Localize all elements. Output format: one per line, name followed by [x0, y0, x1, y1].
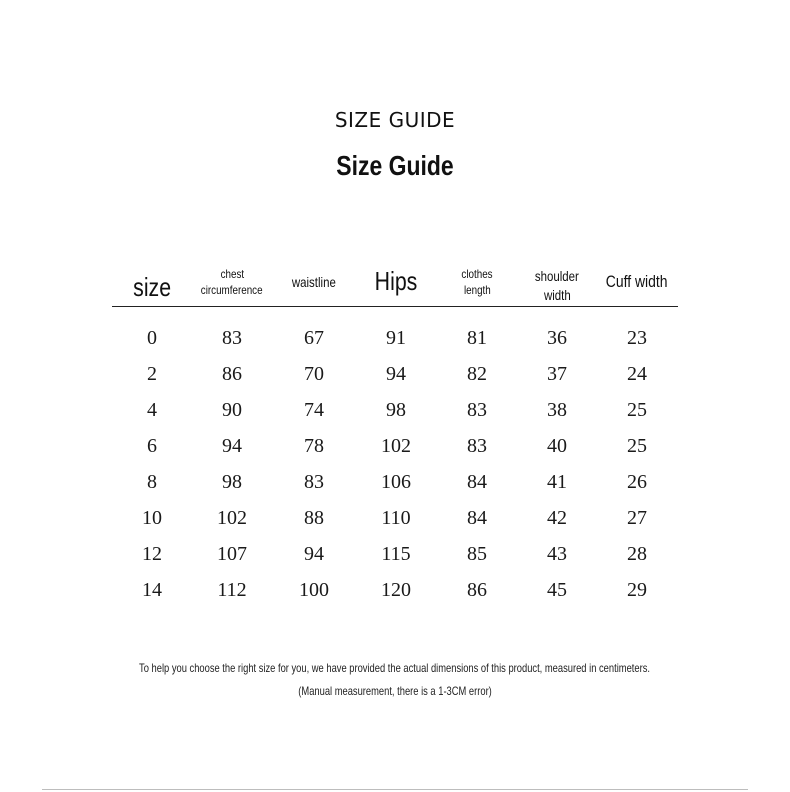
header-chest-circumference: chest circumference [201, 266, 263, 297]
table-row [112, 572, 678, 608]
table-cell: 26 [627, 471, 647, 493]
table-cell: 88 [304, 507, 324, 529]
header-shoulder-width: shoulder width [534, 268, 580, 303]
table-cell: 81 [467, 327, 487, 349]
measurement-error-note: (Manual measurement, there is a 1-3CM error) [298, 684, 492, 698]
table-row [112, 356, 678, 392]
size-table-body [112, 320, 678, 608]
table-row [112, 536, 678, 572]
bottom-divider [42, 789, 748, 790]
table-cell: 36 [547, 327, 567, 349]
table-cell: 83 [222, 327, 242, 349]
table-cell: 102 [381, 435, 411, 457]
table-header [112, 258, 678, 306]
table-cell: 85 [467, 543, 487, 565]
table-cell: 110 [381, 507, 411, 529]
table-cell: 42 [547, 507, 567, 529]
table-cell: 98 [386, 399, 406, 421]
table-cell: 43 [547, 543, 567, 565]
table-cell: 41 [547, 471, 567, 493]
table-row [112, 464, 678, 500]
measurement-note: To help you choose the right size for you, we have provided the actual dimensions of this product, measured in centimeters. [139, 661, 651, 675]
page-title: Size Guide [336, 150, 454, 181]
table-cell: 94 [304, 543, 324, 565]
table-cell: 106 [381, 471, 411, 493]
table-cell: 10 [142, 507, 162, 529]
table-cell: 90 [222, 399, 242, 421]
table-cell: 78 [304, 435, 324, 457]
table-cell: 12 [142, 543, 162, 565]
table-cell: 82 [467, 363, 487, 385]
table-row [112, 392, 678, 428]
table-cell: 0 [147, 327, 157, 349]
table-cell: 67 [304, 327, 324, 349]
table-cell: 28 [627, 543, 647, 565]
table-cell: 102 [217, 507, 247, 529]
table-cell: 94 [386, 363, 406, 385]
table-cell: 70 [304, 363, 324, 385]
table-cell: 25 [627, 399, 647, 421]
table-cell: 100 [299, 579, 329, 601]
header-cuff-width: Cuff width [606, 271, 668, 291]
table-cell: 27 [627, 507, 647, 529]
table-cell: 83 [304, 471, 324, 493]
table-cell: 112 [217, 579, 247, 601]
header-waistline: waistline [291, 273, 337, 290]
header-size: size [133, 272, 171, 303]
table-cell: 14 [142, 579, 162, 601]
header-clothes-length: clothes length [461, 266, 493, 297]
header-divider [112, 306, 678, 307]
table-cell: 24 [627, 363, 647, 385]
table-cell: 91 [386, 327, 406, 349]
table-cell: 84 [467, 507, 487, 529]
table-row [112, 500, 678, 536]
table-cell: 8 [147, 471, 157, 493]
table-cell: 37 [547, 363, 567, 385]
page-subtitle: SIZE GUIDE [334, 108, 456, 132]
table-cell: 45 [547, 579, 567, 601]
table-cell: 25 [627, 435, 647, 457]
table-cell: 83 [467, 399, 487, 421]
table-cell: 107 [217, 543, 247, 565]
header-hips: Hips [374, 266, 418, 297]
table-cell: 74 [304, 399, 324, 421]
table-cell: 83 [467, 435, 487, 457]
table-row [112, 428, 678, 464]
table-cell: 86 [222, 363, 242, 385]
table-cell: 29 [627, 579, 647, 601]
table-cell: 6 [147, 435, 157, 457]
table-cell: 84 [467, 471, 487, 493]
table-cell: 94 [222, 435, 242, 457]
table-cell: 2 [147, 363, 157, 385]
table-cell: 115 [381, 543, 411, 565]
table-cell: 86 [467, 579, 487, 601]
table-cell: 38 [547, 399, 567, 421]
table-cell: 4 [147, 399, 157, 421]
table-cell: 23 [627, 327, 647, 349]
table-cell: 98 [222, 471, 242, 493]
table-cell: 120 [381, 579, 411, 601]
table-row [112, 320, 678, 356]
table-cell: 40 [547, 435, 567, 457]
